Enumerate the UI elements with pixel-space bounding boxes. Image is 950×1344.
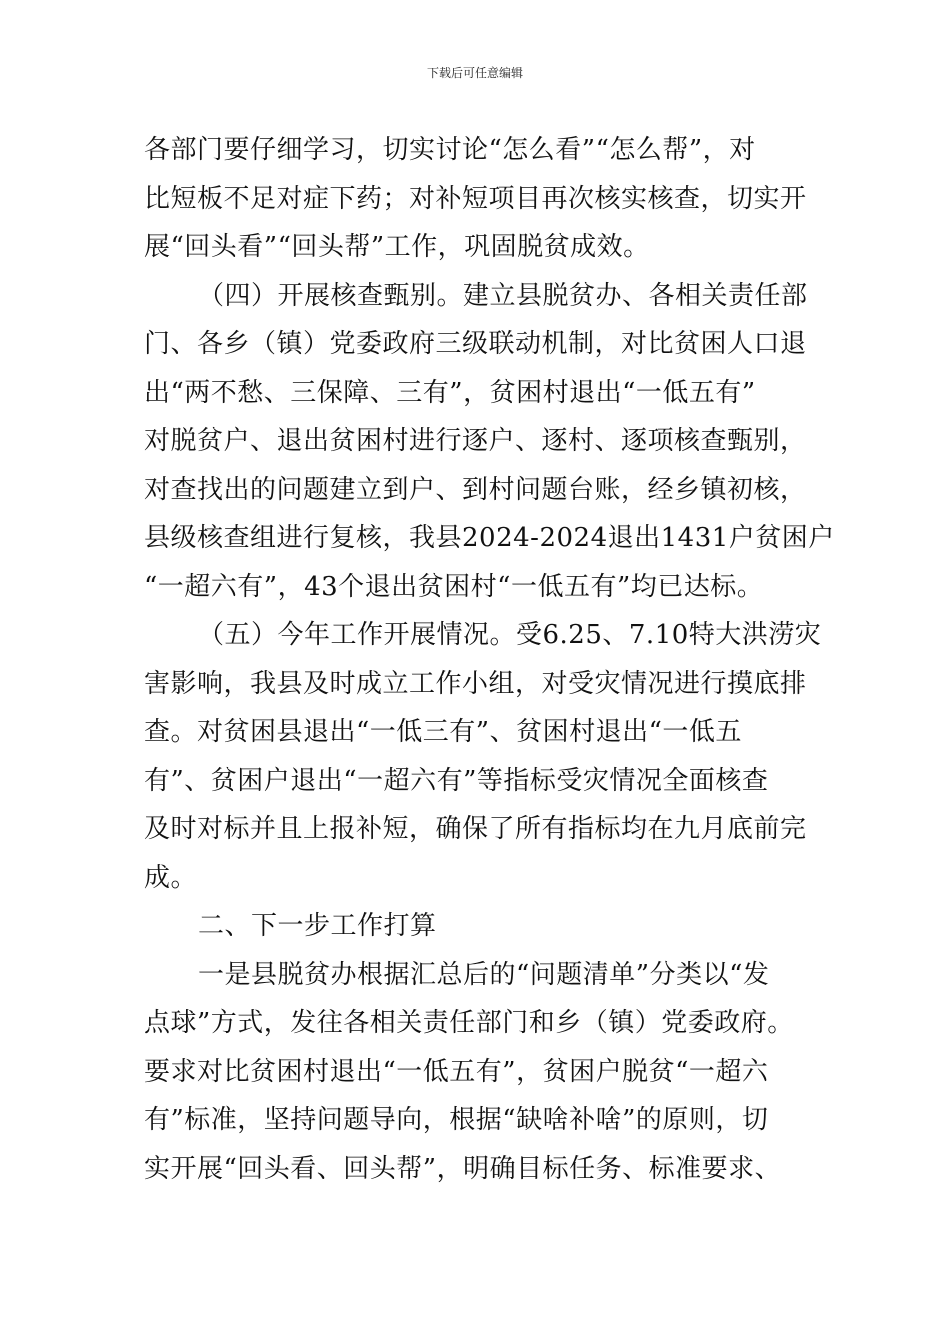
section-title: 二、下一步工作打算 bbox=[198, 911, 437, 941]
text-line: 出“两不愁、三保障、三有”，贫困村退出“一低五有” bbox=[144, 377, 756, 408]
text-line: 对脱贫户、退出贫困村进行逐户、逐村、逐项核查甄别， bbox=[144, 426, 807, 456]
text-line: “一超六有”，43个退出贫困村“一低五有”均已达标。 bbox=[144, 571, 764, 602]
text-line: 成。 bbox=[144, 862, 198, 893]
document-body bbox=[144, 126, 835, 1193]
text-line: 查。对贫困县退出“一低三有”、贫困村退出“一低五 bbox=[144, 717, 742, 747]
text-line: 对查找出的问题建立到户、到村问题台账，经乡镇初核， bbox=[144, 474, 807, 505]
text-line: 点球”方式，发往各相关责任部门和乡（镇）党委政府。 bbox=[144, 1008, 794, 1038]
text-line: 门、各乡（镇）党委政府三级联动机制，对比贫困人口退 bbox=[144, 329, 807, 359]
paragraph-start-line: 一是县脱贫办根据汇总后的“问题清单”分类以“发 bbox=[198, 959, 770, 990]
page-header: 下载后可任意编辑 bbox=[426, 66, 523, 80]
section-heading-line: （四）开展核查甄别。建立县脱贫办、各相关责任部 bbox=[198, 280, 808, 311]
text-line: 有”、贫困户退出“一超六有”等指标受灾情况全面核查 bbox=[144, 765, 769, 796]
text-line: 实开展“回头看、回头帮”，明确目标任务、标准要求、 bbox=[144, 1153, 782, 1184]
section-heading-line: （五）今年工作开展情况。受6.25、7.10特大洪涝灾 bbox=[198, 620, 822, 650]
text-line: 比短板不足对症下药；对补短项目再次核实核查，切实开 bbox=[144, 183, 807, 214]
text-line: 各部门要仔细学习，切实讨论“怎么看”“怎么帮”，对 bbox=[144, 135, 756, 165]
text-line: 县级核查组进行复核，我县2024-2024退出1431户贫困户 bbox=[144, 523, 835, 553]
text-line: 展“回头看”“回头帮”工作，巩固脱贫成效。 bbox=[144, 232, 650, 262]
text-line: 有”标准，坚持问题导向，根据“缺啥补啥”的原则，切 bbox=[144, 1105, 769, 1135]
text-line: 要求对比贫困村退出“一低五有”，贫困户脱贫“一超六 bbox=[144, 1056, 769, 1087]
text-line: 害影响，我县及时成立工作小组，对受灾情况进行摸底排 bbox=[144, 668, 807, 699]
text-line: 及时对标并且上报补短，确保了所有指标均在九月底前完 bbox=[144, 814, 807, 844]
